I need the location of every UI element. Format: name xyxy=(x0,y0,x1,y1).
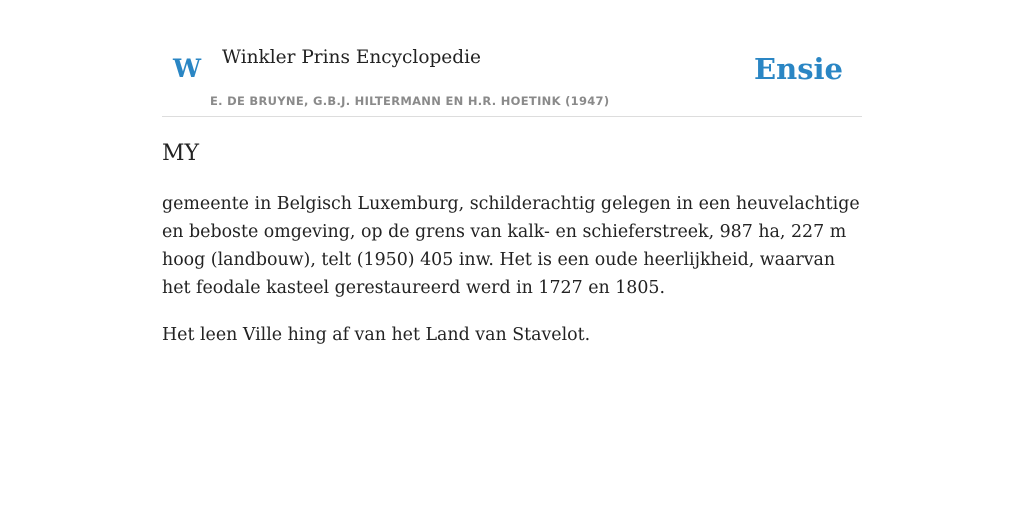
entry-title: MY xyxy=(162,141,200,166)
source-authors: E. DE BRUYNE, G.B.J. HILTERMANN EN H.R. HOETINK (1947) xyxy=(210,94,610,108)
entry-content xyxy=(162,138,862,368)
entry-paragraph: Het leen Ville hing af van het Land van Stavelot. xyxy=(162,325,591,345)
source-logo[interactable]: W xyxy=(173,54,202,83)
brand-logo[interactable]: Ensie xyxy=(754,52,843,86)
source-title: Winkler Prins Encyclopedie xyxy=(222,47,481,68)
entry-paragraph: gemeente in Belgisch Luxemburg, schilderachtig gelegen in een heuvelachtige en beboste omgeving, op de grens van kalk- en schieferstreek, 987 ha, 227 m hoog (landbouw), telt (1950) 405 inw. Het is een oude heerlijkheid, waarvan het feodale kasteel gerestaureerd werd in 1727 en 1805. xyxy=(162,194,860,298)
source-header xyxy=(162,0,862,117)
